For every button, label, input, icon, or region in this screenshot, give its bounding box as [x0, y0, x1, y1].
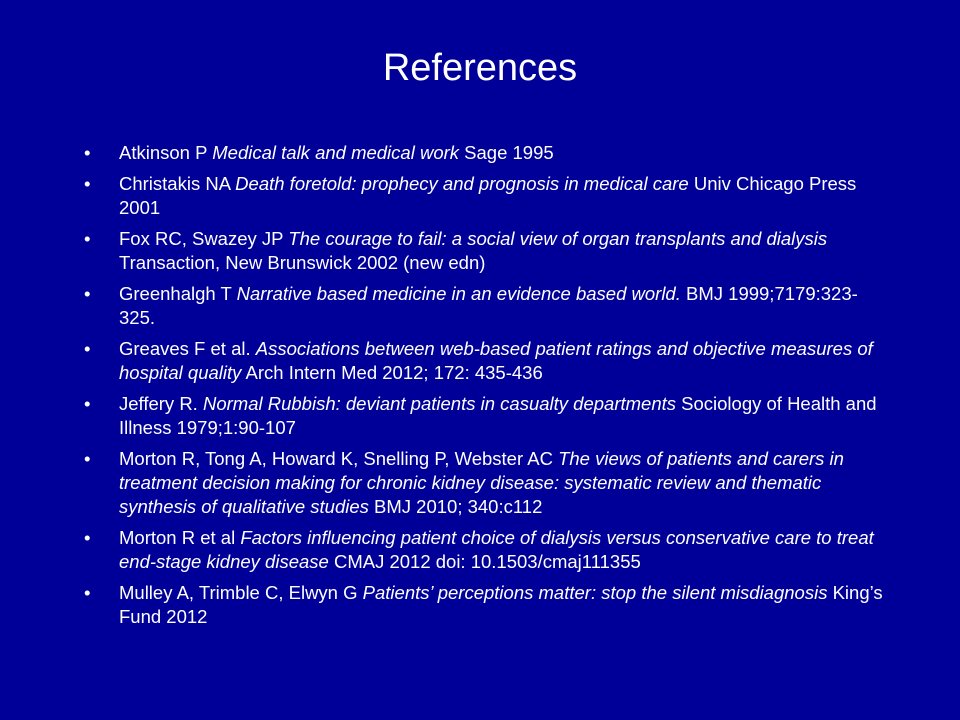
reference-item	[84, 227, 884, 275]
bullet: •	[84, 527, 91, 548]
reference-author: Christakis NA	[119, 173, 236, 194]
bullet: •	[84, 448, 91, 469]
reference-item	[84, 581, 884, 629]
reference-item	[84, 392, 884, 440]
bullet: •	[84, 582, 91, 603]
reference-source: Transaction, New Brunswick 2002 (new edn)	[119, 252, 486, 273]
reference-title: Medical talk and medical work	[212, 142, 460, 163]
reference-title: Associations between web-based patient ratings and objective measures of hospital quality	[119, 338, 873, 383]
bullet: •	[84, 173, 91, 194]
reference-list	[84, 141, 884, 636]
reference-item	[84, 337, 884, 385]
reference-title: The views of patients and carers in treatment decision making for chronic kidney disease: systematic review and thematic synthesis of qualitative studies	[119, 448, 844, 517]
reference-author: Greenhalgh T	[119, 283, 237, 304]
bullet: •	[84, 142, 91, 163]
reference-source: Univ Chicago Press 2001	[119, 173, 857, 218]
reference-item	[84, 447, 884, 519]
bullet: •	[84, 393, 91, 414]
bullet: •	[84, 228, 91, 249]
reference-source: King’s Fund 2012	[119, 582, 883, 627]
reference-source: Sociology of Health and Illness 1979;1:90-107	[119, 393, 877, 438]
reference-title: Death foretold: prophecy and prognosis in medical care	[235, 173, 689, 194]
reference-source: Arch Intern Med 2012; 172: 435-436	[241, 362, 543, 383]
reference-author: Morton R, Tong A, Howard K, Snelling P, Webster AC	[119, 448, 559, 469]
reference-source: CMAJ 2012 doi: 10.1503/cmaj111355	[328, 551, 641, 572]
reference-author: Morton R et al	[119, 527, 241, 548]
reference-title: The courage to fail: a social view of organ transplants and dialysis	[288, 228, 828, 249]
reference-author: Greaves F et al.	[119, 338, 256, 359]
reference-source: BMJ 1999;7179:323-325.	[119, 283, 858, 328]
reference-author: Atkinson P	[119, 142, 213, 163]
reference-item	[84, 172, 884, 220]
reference-title: Patients’ perceptions matter: stop the silent misdiagnosis	[362, 582, 828, 603]
reference-source: Sage 1995	[459, 142, 554, 163]
reference-title: Narrative based medicine in an evidence based world.	[236, 283, 681, 304]
reference-author: Jeffery R.	[119, 393, 203, 414]
bullet: •	[84, 283, 91, 304]
reference-item	[84, 526, 884, 574]
slide-title: References	[382, 47, 578, 89]
reference-item	[84, 282, 884, 330]
reference-title: Factors influencing patient choice of dialysis versus conservative care to treat end-stage kidney disease	[119, 527, 874, 572]
reference-author: Fox RC, Swazey JP	[119, 228, 289, 249]
bullet: •	[84, 338, 91, 359]
reference-source: BMJ 2010; 340:c112	[368, 496, 543, 517]
reference-author: Mulley A, Trimble C, Elwyn G	[119, 582, 363, 603]
reference-title: Normal Rubbish: deviant patients in casualty departments	[202, 393, 676, 414]
reference-item	[84, 141, 884, 165]
